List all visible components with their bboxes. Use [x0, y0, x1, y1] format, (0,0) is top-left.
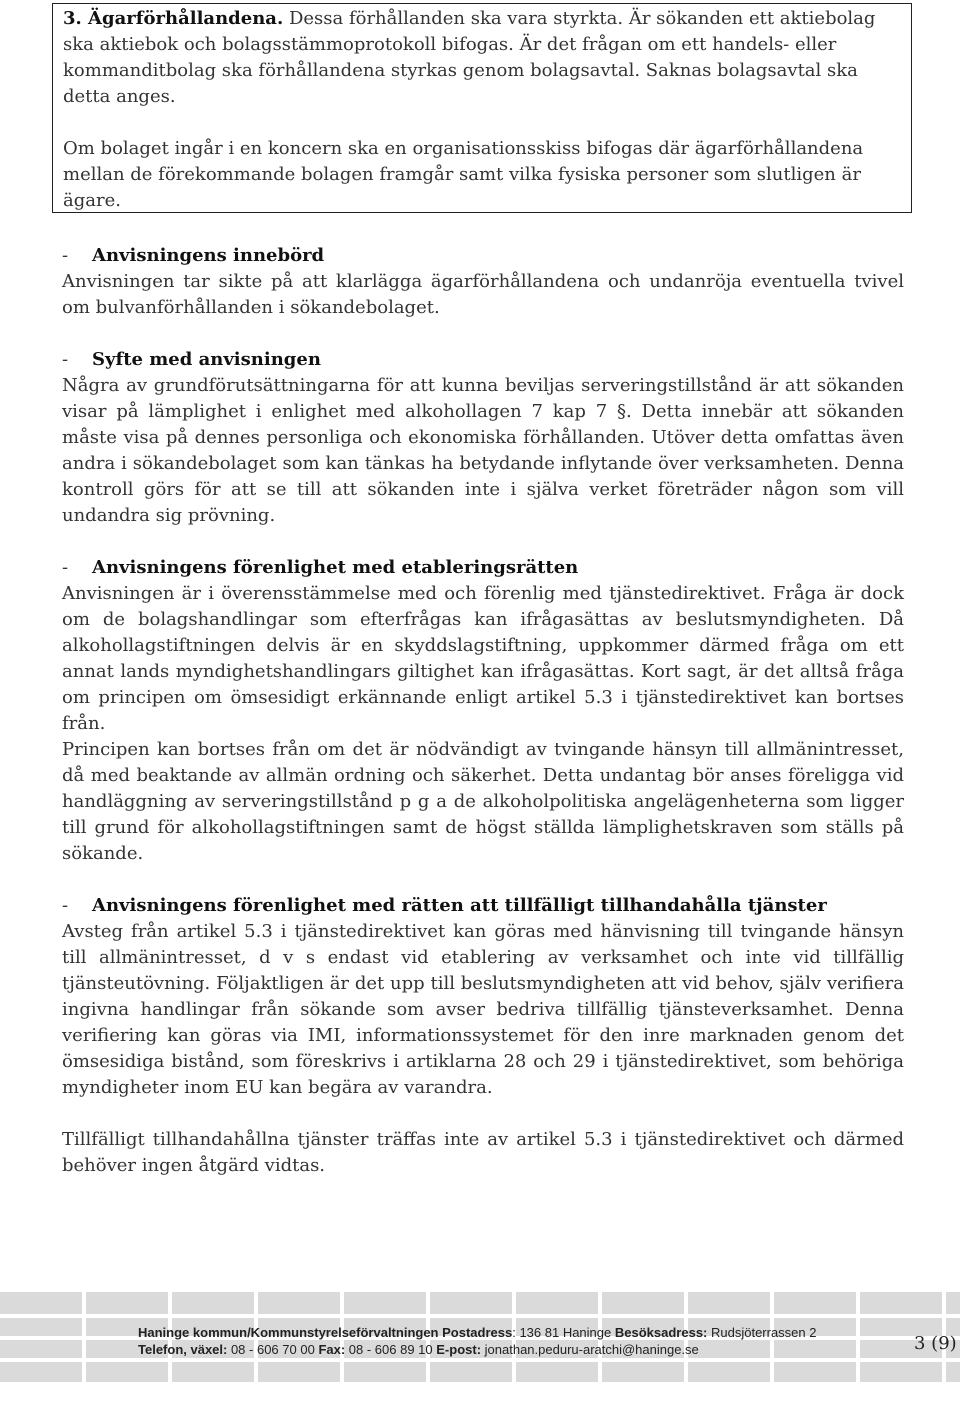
footer-line-1 [138, 1324, 868, 1342]
section-heading: - Anvisningens förenlighet med etableringsrätten [62, 557, 579, 578]
footer-visit-label: Besöksadress: [614, 1325, 708, 1340]
section-paragraph: Anvisningen tar sikte på att klarlägga ägarförhållandena och undanröja eventuella tvivel om bulvanförhållanden i sökandebolaget. [62, 271, 904, 318]
section-heading: - Anvisningens innebörd [62, 245, 325, 266]
footer-fax-value: 08 - 606 89 10 [345, 1342, 433, 1357]
footer-post-value: : 136 81 Haninge [512, 1325, 612, 1340]
section-etableringsratten [62, 555, 904, 737]
footer-org: Haninge kommun/Kommunstyrelseförvaltningen [138, 1325, 439, 1340]
footer-line-2 [138, 1341, 868, 1359]
section-tillfalligt [62, 893, 904, 1101]
section-paragraph: Anvisningen är i överensstämmelse med och förenlig med tjänstedirektivet. Fråga är dock om de bolagshandlingar som efterfrågas kan ifrågasättas av beslutsmyndigheten. Då alkohollagstiftningen delvis är en skyddslagstiftning, uppkommer därmed fråga om ett annat lands myndighetshandlingars giltighet kan ifrågasättas. Kort sagt, är det alltså fråga om principen om ömsesidigt erkännande enligt artikel 5.3 i tjänstedirektivet kan bortses från. [62, 583, 904, 734]
footer-visit-value: Rudsjöterrassen 2 [707, 1325, 817, 1340]
footer-email-label: E-post: [436, 1342, 482, 1357]
footer-fax-label: Fax: [318, 1342, 346, 1357]
page-number: 3 (9) [914, 1333, 957, 1354]
requirement-heading: 3. Ägarförhållandena. [63, 8, 284, 29]
requirement-box [52, 3, 912, 213]
section-tillfalligt-cont [62, 1127, 904, 1179]
footer-post-label: Postadress [442, 1325, 513, 1340]
section-syfte [62, 347, 904, 529]
footer-phone-value: 08 - 606 70 00 [227, 1342, 315, 1357]
section-innebord [62, 243, 904, 321]
section-etableringsratten-cont [62, 737, 904, 867]
footer-phone-label: Telefon, växel: [138, 1342, 228, 1357]
section-heading: - Syfte med anvisningen [62, 349, 321, 370]
footer-email-value: jonathan.peduru-aratchi@haninge.se [481, 1342, 699, 1357]
requirement-paragraph [63, 6, 905, 110]
section-heading: - Anvisningens förenlighet med rätten att tillfälligt tillhandahålla tjänster [62, 895, 827, 916]
section-paragraph: Principen kan bortses från om det är nödvändigt av tvingande hänsyn till allmänintresset, då med beaktande av allmän ordning och säkerhet. Detta undantag bör anses föreligga vid handläggning av serveringstillstånd p g a de alkoholpolitiska angelägenheterna som ligger till grund för alkohollagstiftningen samt de högst ställda lämplighetskraven som ställs på sökande. [62, 739, 904, 864]
requirement-text: Dessa förhållanden ska vara styrkta. Är sökanden ett aktiebolag ska aktiebok och bolagsstämmoprotokoll bifogas. Är det frågan om ett handels- eller kommanditbolag ska förhållandena styrkas genom bolagsavtal. Saknas bolagsavtal ska detta anges. [63, 8, 876, 107]
requirement-paragraph-2: Om bolaget ingår i en koncern ska en organisationsskiss bifogas där ägarförhållandena mellan de förekommande bolagen framgår samt vilka fysiska personer som slutligen är ägare. [63, 138, 864, 211]
section-paragraph: Avsteg från artikel 5.3 i tjänstedirektivet kan göras med hänvisning till tvingande hänsyn till allmänintresset, d v s endast vid etablering av verksamhet och inte vid tillfällig tjänsteutövning. Följaktligen är det upp till beslutsmyndigheten att vid behov, själv verifiera ingivna handlingar från sökande som avser bedriva tillfällig tjänsteverksamhet. Denna verifiering kan göras via IMI, informationssystemet för den inre marknaden genom det ömsesidiga bistånd, som föreskrivs i artiklarna 28 och 29 i tjänstedirektivet, som behöriga myndigheter inom EU kan begära av varandra. [62, 921, 904, 1098]
section-paragraph: Några av grundförutsättningarna för att kunna beviljas serveringstillstånd är att sökanden visar på lämplighet i enlighet med alkohollagen 7 kap 7 §. Detta innebär att sökanden måste visa på dennes personliga och ekonomiska förhållanden. Utöver detta omfattas även andra i sökandebolaget som kan tänkas ha betydande inflytande över verksamheten. Denna kontroll görs för att se till att sökanden inte i själva verket företräder någon som vill undandra sig prövning. [62, 375, 904, 526]
section-paragraph: Tillfälligt tillhandahållna tjänster träffas inte av artikel 5.3 i tjänstedirektivet och därmed behöver ingen åtgärd vidtas. [62, 1129, 904, 1176]
